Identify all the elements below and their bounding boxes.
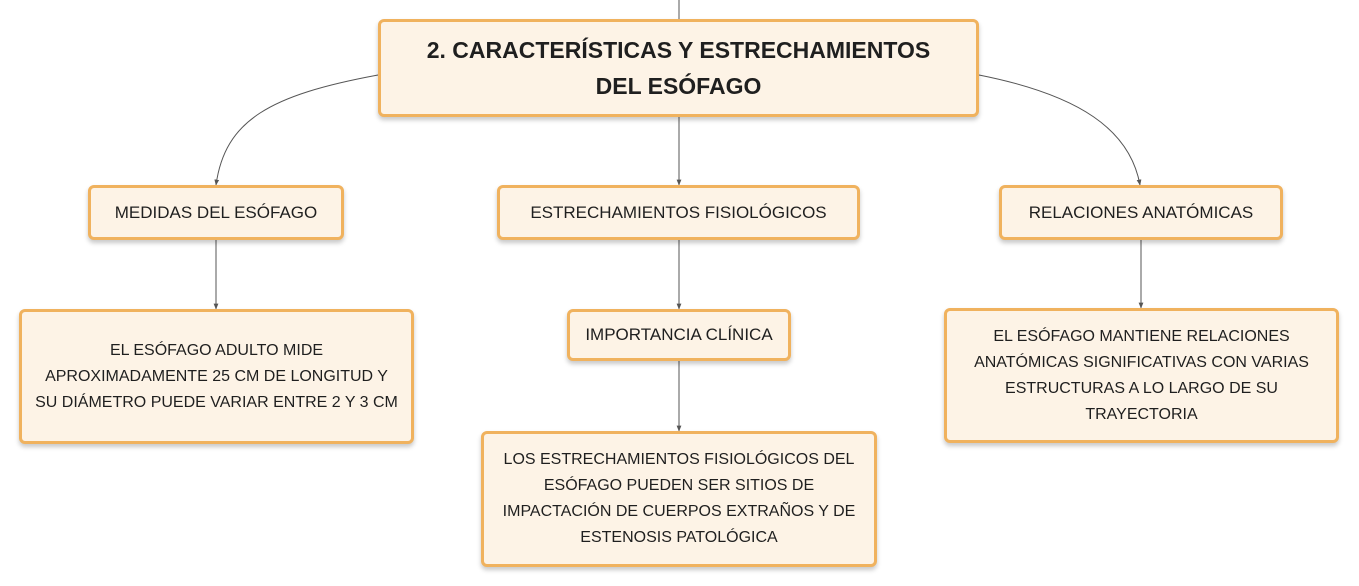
node-estrechamientos-label: ESTRECHAMIENTOS FISIOLÓGICOS <box>530 202 827 222</box>
node-relaciones <box>999 185 1283 240</box>
node-relaciones-detail <box>944 308 1339 443</box>
node-importancia-clinica-label: IMPORTANCIA CLÍNICA <box>585 325 773 344</box>
node-medidas-detail <box>19 309 414 444</box>
node-medidas-label: MEDIDAS DEL ESÓFAGO <box>114 202 318 222</box>
node-relaciones-detail-text: EL ESÓFAGO MANTIENE RELACIONES ANATÓMICAS SIGNIFICATIVAS CON VARIAS ESTRUCTURAS A LO LARGO DE SU TRAYECTORIA <box>974 327 1309 423</box>
node-estrechamientos-detail <box>481 431 877 567</box>
node-estrechamientos-detail-text: LOS ESTRECHAMIENTOS FISIOLÓGICOS DEL ESÓFAGO PUEDEN SER SITIOS DE IMPACTACIÓN DE CUERPOS EXTRAÑOS Y DE ESTENOSIS PATOLÓGICA <box>502 451 856 546</box>
node-relaciones-label: RELACIONES ANATÓMICAS <box>1028 202 1254 222</box>
root-node <box>378 19 979 117</box>
node-estrechamientos <box>497 185 860 240</box>
connector-root-to-medidas <box>216 75 378 185</box>
connector-root-to-relaciones <box>979 75 1140 185</box>
node-medidas <box>88 185 344 240</box>
node-medidas-detail-text: EL ESÓFAGO ADULTO MIDE APROXIMADAMENTE 25 CM DE LONGITUD Y SU DIÁMETRO PUEDE VARIAR ENTRE 2 Y 3 CM <box>35 341 398 411</box>
node-importancia-clinica <box>567 309 791 361</box>
root-node-label: 2. CARACTERÍSTICAS Y ESTRECHAMIENTOS DEL ESÓFAGO <box>426 37 931 99</box>
